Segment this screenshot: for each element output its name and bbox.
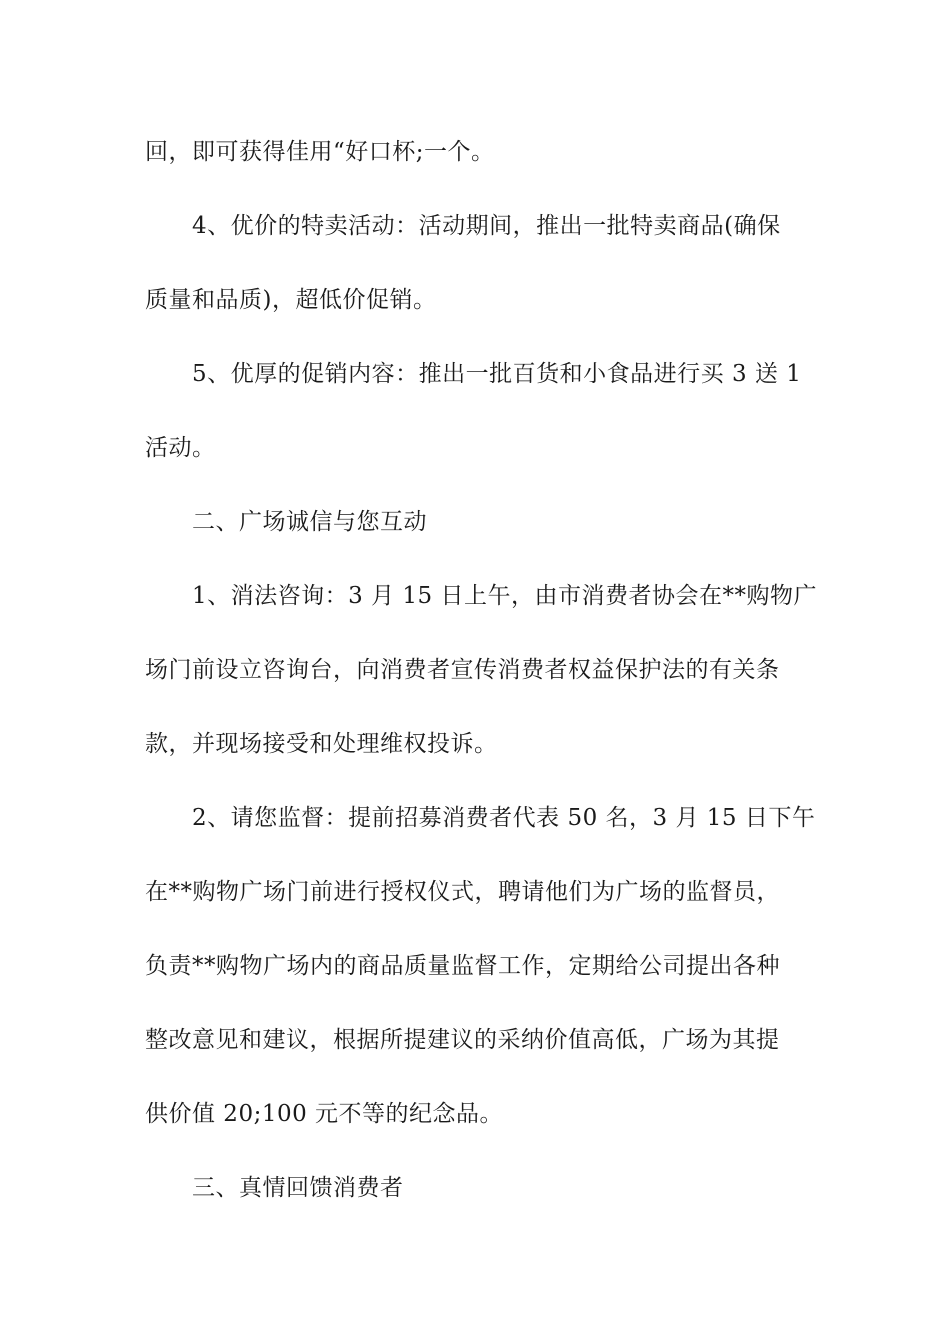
paragraph-line: 款，并现场接受和处理维权投诉。 — [145, 731, 498, 757]
paragraph-line: 活动。 — [145, 435, 216, 461]
paragraph-line: 2、请您监督：提前招募消费者代表 50 名，3 月 15 日下午 — [192, 805, 816, 831]
paragraph-line: 质量和品质)，超低价促销。 — [145, 287, 437, 313]
paragraph-line: 回，即可获得佳用“好口杯;一个。 — [145, 139, 495, 165]
paragraph-line: 在**购物广场门前进行授权仪式，聘请他们为广场的监督员， — [145, 879, 780, 905]
paragraph-line: 供价值 20;100 元不等的纪念品。 — [145, 1101, 504, 1127]
section-heading: 三、真情回馈消费者 — [192, 1175, 404, 1201]
section-heading: 二、广场诚信与您互动 — [192, 509, 427, 535]
paragraph-line: 4、优价的特卖活动：活动期间，推出一批特卖商品(确保 — [192, 213, 781, 239]
paragraph-line: 场门前设立咨询台，向消费者宣传消费者权益保护法的有关条 — [145, 657, 780, 683]
paragraph-line: 整改意见和建议，根据所提建议的采纳价值高低，广场为其提 — [145, 1027, 780, 1053]
paragraph-line: 1、消法咨询：3 月 15 日上午，由市消费者协会在**购物广 — [192, 583, 817, 609]
paragraph-line: 5、优厚的促销内容：推出一批百货和小食品进行买 3 送 1 — [192, 361, 802, 387]
paragraph-line: 负责**购物广场内的商品质量监督工作，定期给公司提出各种 — [145, 953, 780, 979]
